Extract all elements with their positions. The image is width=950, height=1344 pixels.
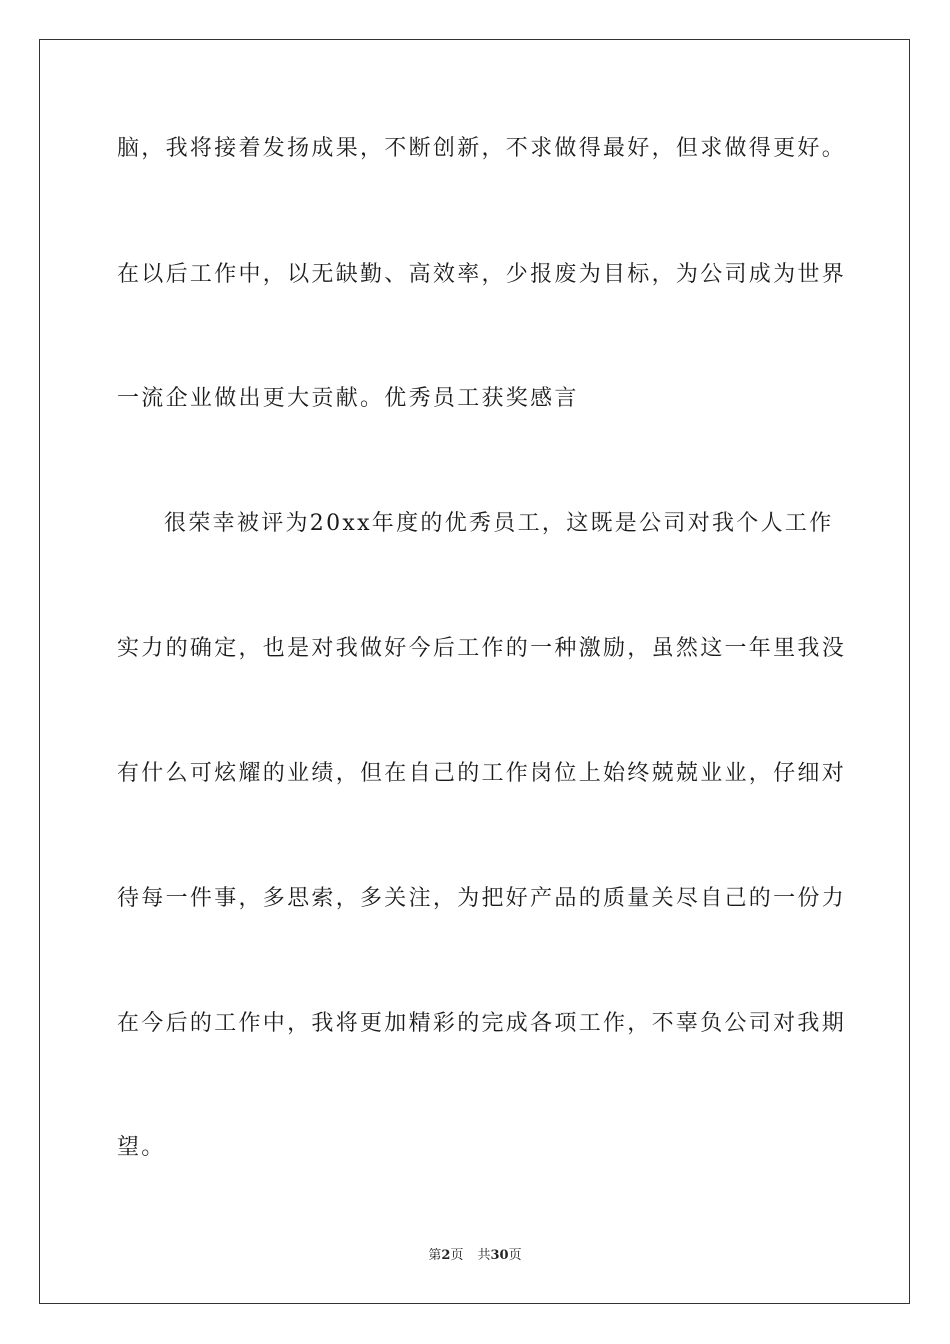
body-line-5: 实力的确定，也是对我做好今后工作的一种激励，虽然这一年里我没 (117, 636, 847, 661)
body-line-1: 脑，我将接着发扬成果，不断创新，不求做得最好，但求做得更好。 (117, 136, 847, 161)
total-pages: 30 (490, 1248, 509, 1263)
body-line-8: 在今后的工作中，我将更加精彩的完成各项工作，不辜负公司对我期 (117, 1011, 847, 1036)
body-line-2: 在以后工作中，以无缺勤、高效率，少报废为目标，为公司成为世界 (117, 262, 847, 287)
page-border (39, 39, 910, 1304)
total-suffix: 页 (508, 1248, 522, 1263)
total-prefix: 共 (477, 1248, 491, 1263)
body-line-4: 很荣幸被评为20xx年度的优秀员工，这既是公司对我个人工作 (164, 511, 834, 536)
body-line-7: 待每一件事，多思索，多关注，为把好产品的质量关尽自己的一份力 (117, 886, 847, 911)
page-prefix: 第 (428, 1248, 442, 1263)
body-line-6: 有什么可炫耀的业绩，但在自己的工作岗位上始终兢兢业业，仔细对 (117, 761, 847, 786)
body-line-3: 一流企业做出更大贡献。优秀员工获奖感言 (117, 386, 579, 411)
body-line-9: 望。 (117, 1135, 166, 1160)
page-suffix: 页 (450, 1248, 464, 1263)
page-number: 2 (441, 1248, 451, 1263)
page-footer (0, 1247, 950, 1265)
